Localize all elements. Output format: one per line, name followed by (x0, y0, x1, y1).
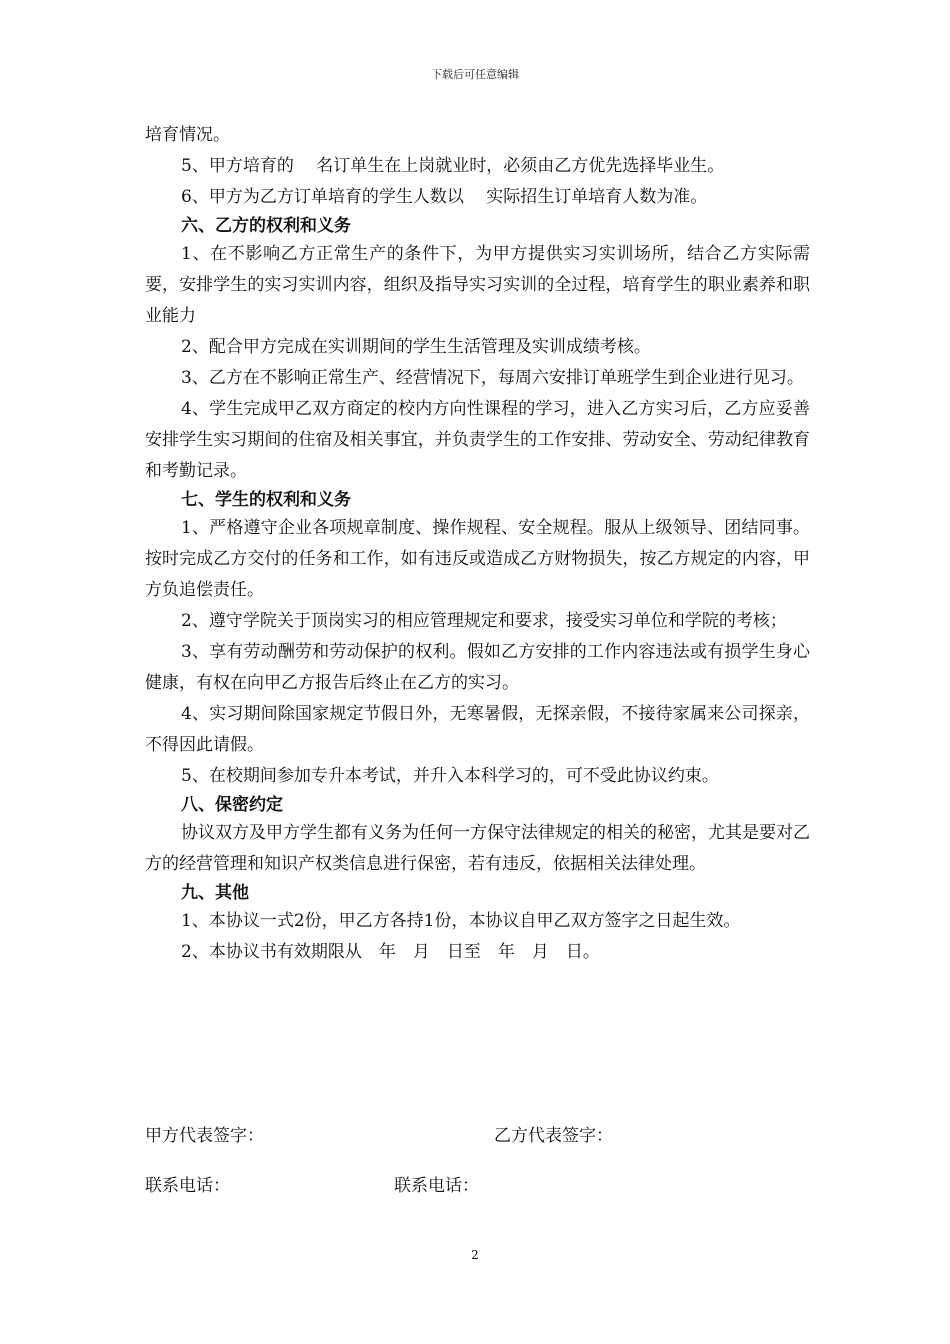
paragraph: 5、甲方培育的 名订单生在上岗就业时，必须由乙方优先选择毕业生。 (181, 156, 725, 176)
paragraph: 培育情况。 (145, 125, 230, 145)
paragraph: 1、在不影响乙方正常生产的条件下，为甲方提供实习实训场所，结合乙方实际需要，安排学生的实习实训内容，组织及指导实习实训的全过程，培育学生的职业素养和职业能力 (145, 244, 810, 326)
paragraph: 1、严格遵守企业各项规章制度、操作规程、安全规程。服从上级领导、团结同事。按时完成乙方交付的任务和工作，如有违反或造成乙方财物损失，按乙方规定的内容，甲方负追偿责任。 (145, 518, 810, 600)
paragraph: 协议双方及甲方学生都有义务为任何一方保守法律规定的相关的秘密，尤其是要对乙方的经营管理和知识产权类信息进行保密，若有违反，依据相关法律处理。 (145, 823, 810, 874)
section-heading: 九、其他 (181, 883, 249, 903)
page-number: 2 (471, 1248, 479, 1262)
header-note: 下载后可任意编辑 (431, 68, 519, 81)
party-a-signature-label: 甲方代表签字： (145, 1126, 264, 1146)
section-heading: 八、保密约定 (181, 795, 283, 815)
paragraph: 6、甲方为乙方订单培育的学生人数以 实际招生订单培育人数为准。 (181, 187, 708, 207)
paragraph: 2、遵守学院关于顶岗实习的相应管理规定和要求，接受实习单位和学院的考核； (181, 611, 787, 631)
paragraph: 2、配合甲方完成在实训期间的学生生活管理及实训成绩考核。 (181, 337, 651, 357)
paragraph: 4、实习期间除国家规定节假日外，无寒暑假，无探亲假，不接待家属来公司探亲，不得因此请假。 (145, 704, 810, 755)
paragraph: 5、在校期间参加专升本考试，并升入本科学习的，可不受此协议约束。 (181, 766, 719, 786)
party-b-phone-label: 联系电话： (394, 1176, 479, 1196)
section-heading: 六、乙方的权利和义务 (181, 216, 351, 236)
section-heading: 七、学生的权利和义务 (181, 490, 351, 510)
paragraph: 4、学生完成甲乙双方商定的校内方向性课程的学习，进入乙方实习后，乙方应妥善安排学生实习期间的住宿及相关事宜，并负责学生的工作安排、劳动安全、劳动纪律教育和考勤记录。 (145, 399, 810, 481)
party-a-phone-label: 联系电话： (145, 1176, 230, 1196)
paragraph: 1、本协议一式2份，甲乙方各持1份，本协议自甲乙双方签字之日起生效。 (181, 911, 741, 931)
paragraph: 3、乙方在不影响正常生产、经营情况下，每周六安排订单班学生到企业进行见习。 (181, 368, 804, 388)
paragraph: 3、享有劳动酬劳和劳动保护的权利。假如乙方安排的工作内容违法或有损学生身心健康，有权在向甲乙方报告后终止在乙方的实习。 (145, 642, 810, 693)
paragraph: 2、本协议书有效期限从 年 月 日至 年 月 日。 (181, 942, 600, 962)
party-b-signature-label: 乙方代表签字： (494, 1126, 613, 1146)
document-body (145, 120, 810, 968)
